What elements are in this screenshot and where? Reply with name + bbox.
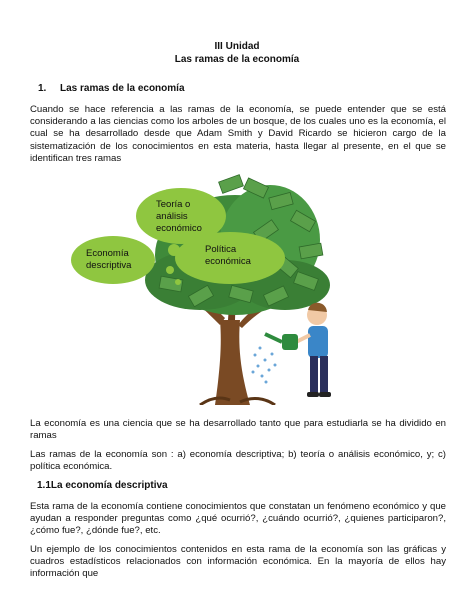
subsection-heading-text: La economía descriptiva <box>50 480 168 491</box>
bubble-politica-line-2: económica <box>205 256 251 267</box>
section-heading-1-1 <box>37 480 168 491</box>
bubble-descriptiva-line-1: Economía <box>86 248 129 259</box>
bubble-teoria-line-3: económico <box>156 223 202 234</box>
bubble-teoria-line-1: Teoría o <box>156 199 191 210</box>
bubble-politica <box>175 232 285 284</box>
paragraph-3: Las ramas de la economía son : a) economía descriptiva; b) teoría o análisis económico, y; c) política económica. <box>30 449 446 473</box>
section-heading-text: Las ramas de la economía <box>60 83 185 94</box>
page-title: Las ramas de la economía <box>174 54 300 65</box>
paragraph-4: Esta rama de la economía contiene conocimientos que constatan un fenómeno económico y que ayudan a responder preguntas como ¿qué ocurrió?, ¿cuándo ocurrió?, ¿quienes participaron?, ¿cómo fue?, ¿dónde fue?, etc. <box>30 501 446 537</box>
bubble-teoria-line-2: análisis <box>156 211 188 222</box>
intro-paragraph: Cuando se hace referencia a las ramas de la economía, se puede entender que se está considerando a las ciencias como los arboles de un bosque, de los cuales uno es la economía, el cual se ha desarrollado desde que Adam Smith y David Ricardo se hicieron cargo de la sistematización de los conocimientos en esta materia, hasta llegar al presente, en el que se identifican tres ramas <box>30 104 446 164</box>
boy-watering <box>265 303 331 397</box>
section-number: 1. <box>38 83 47 94</box>
bubble-descriptiva-line-2: descriptiva <box>86 260 132 271</box>
bubble-economia-descriptiva <box>71 236 155 284</box>
water-drops <box>252 347 277 384</box>
unit-title: III Unidad <box>214 41 260 52</box>
paragraph-5: Un ejemplo de los conocimientos contenidos en esta rama de la economía son las gráficas y cuadros estadísticos relacionados con información económica. En la mayoría de ellos hay información que <box>30 544 446 580</box>
section-heading-1 <box>38 83 185 94</box>
bubble-politica-line-1: Política <box>205 244 237 255</box>
paragraph-2: La economía es una ciencia que se ha desarrollado tanto que para estudiarla se ha dividido en ramas <box>30 418 446 442</box>
subsection-number: 1.1 <box>37 480 51 491</box>
money-tree-illustration <box>70 170 370 405</box>
title-block <box>0 40 474 66</box>
